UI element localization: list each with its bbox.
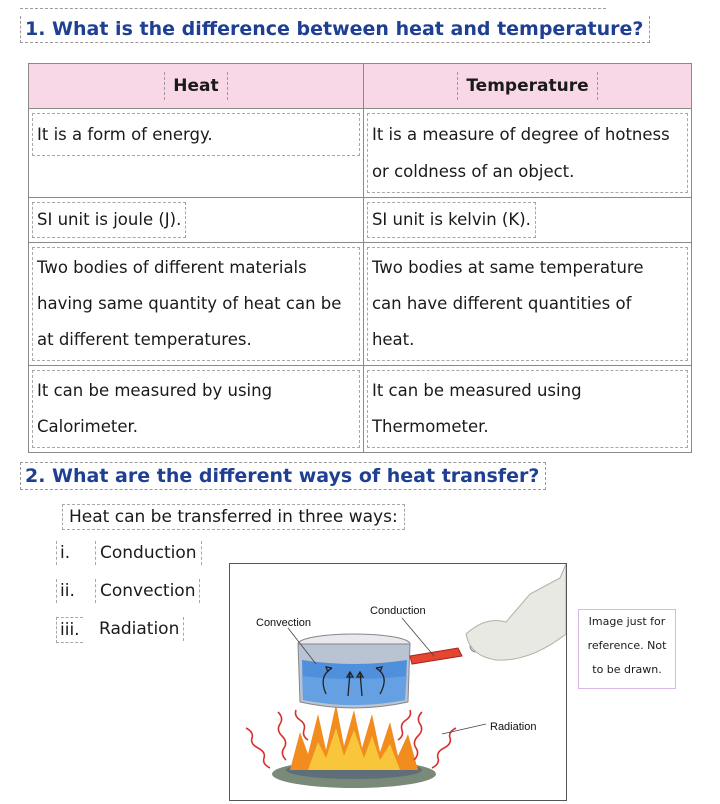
way-label-radiation: Radiation: [95, 617, 184, 641]
note-line: reference. Not: [587, 639, 667, 652]
heat-header: [29, 64, 364, 109]
pot: [298, 634, 482, 708]
way-label-conduction: Conduction: [95, 541, 202, 565]
way-number: i.: [56, 541, 73, 565]
cell-line: Two bodies of different materials: [37, 258, 307, 277]
table-row: [29, 198, 692, 243]
note-line: Image just for: [588, 615, 666, 628]
cell-text-box: [32, 202, 186, 238]
cell-text-box: [367, 202, 536, 238]
reference-note: [578, 609, 676, 689]
temperature-cell: [363, 366, 691, 453]
cell-line: SI unit is kelvin (K).: [371, 210, 531, 229]
heat-cell: [29, 243, 364, 366]
temperature-cell: [363, 198, 691, 243]
cell-text-box: [367, 113, 688, 193]
q1-dash-line: [20, 8, 606, 9]
cell-text-box: [32, 247, 360, 361]
conduction-label: Conduction: [370, 605, 426, 617]
way-number: ii.: [56, 579, 78, 603]
comparison-table: [28, 63, 692, 453]
cell-line: or coldness of an object.: [371, 162, 575, 181]
temperature-cell: [363, 109, 691, 198]
cell-line: can have different quantities of: [371, 294, 632, 313]
gloved-hand: [466, 564, 566, 660]
table-row: [29, 243, 692, 366]
cell-line: It is a form of energy.: [37, 125, 213, 144]
cell-line: having same quantity of heat can be: [37, 294, 342, 313]
pot-on-fire-drawing: [230, 564, 566, 800]
cell-text-box: [367, 247, 688, 361]
heat-header-label: Heat: [164, 72, 227, 100]
heat-cell: [29, 198, 364, 243]
cell-line: It can be measured using: [371, 381, 582, 400]
cell-line: at different temperatures.: [37, 330, 252, 349]
cell-line: It is a measure of degree of hotness: [371, 125, 670, 144]
question-2-title: 2. What are the different ways of heat transfer?: [20, 462, 546, 490]
cell-line: heat.: [371, 330, 415, 349]
way-label-convection: Convection: [95, 579, 200, 603]
table-row: [29, 366, 692, 453]
note-line: to be drawn.: [592, 663, 662, 676]
heat-transfer-intro: Heat can be transferred in three ways:: [62, 504, 405, 530]
cell-line: Thermometer.: [371, 417, 489, 436]
flame-shapes: [290, 704, 418, 770]
heat-cell: [29, 366, 364, 453]
cell-line: SI unit is joule (J).: [37, 210, 182, 229]
heat-cell: [29, 109, 364, 198]
temperature-header: [363, 64, 691, 109]
table-row: [29, 109, 692, 198]
water-lower: [302, 676, 407, 705]
cell-text-box: [367, 370, 688, 448]
convection-label: Convection: [256, 617, 312, 629]
cell-text-box: [32, 113, 360, 156]
temperature-header-label: Temperature: [457, 72, 597, 100]
pot-handle: [410, 648, 462, 664]
way-number: iii.: [56, 617, 83, 643]
radiation-label: Radiation: [490, 721, 537, 733]
heat-transfer-illustration: [229, 563, 567, 801]
question-1-title: 1. What is the difference between heat and temperature?: [20, 16, 650, 43]
cell-line: It can be measured by using: [37, 381, 273, 400]
table-header-row: [29, 64, 692, 109]
temperature-cell: [363, 243, 691, 366]
cell-line: Calorimeter.: [37, 417, 139, 436]
cell-text-box: [32, 370, 360, 448]
cell-line: Two bodies at same temperature: [371, 258, 644, 277]
